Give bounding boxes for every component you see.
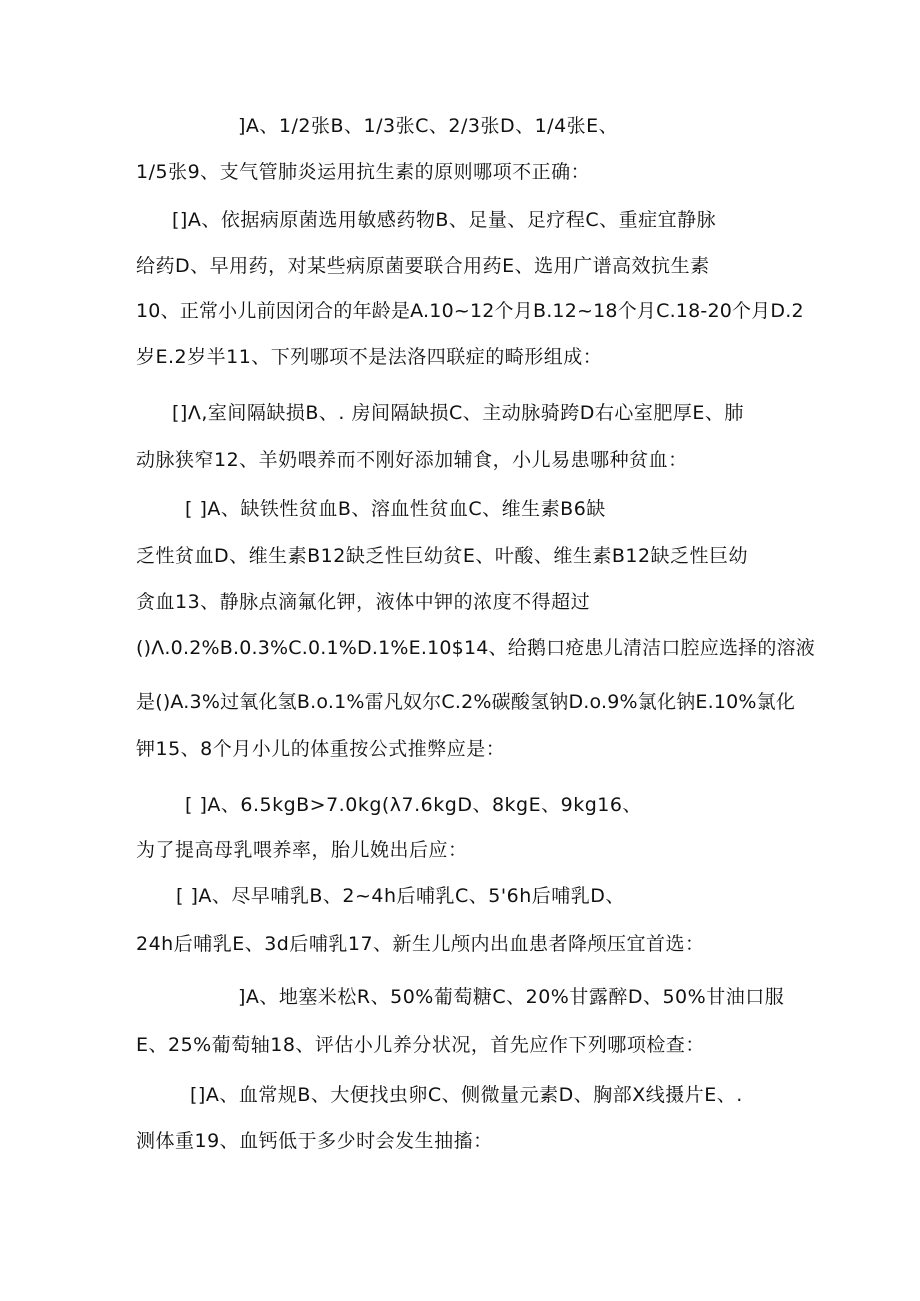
text-line: []Λ,室间隔缺损B、. 房间隔缺损C、主动脉骑跨D右心室肥厚E、肺 [172, 402, 744, 424]
text-line: []A、血常规B、大便找虫卵C、侧微量元素D、胸部X线摄片E、. [190, 1084, 743, 1106]
text-line: 乏性贫血D、维生素B12缺乏性巨幼贫E、叶酸、维生素B12缺乏性巨幼 [136, 545, 749, 567]
text-line: ()Λ.0.2%B.0.3%C.0.1%D.1%E.10$14、给鹅口疮患儿清洁口腔应选择的溶液 [136, 637, 815, 659]
text-line: [ ]A、缺铁性贫血B、溶血性贫血C、维生素B6缺 [185, 498, 606, 520]
text-line: 测体重19、血钙低于多少时会发生抽搐： [136, 1130, 493, 1152]
text-line: [ ]A、6.5kgB>7.0kg(λ7.6kgD、8kgE、9kg16、 [185, 794, 642, 816]
text-line: 24h后哺乳E、3d后哺乳17、新生儿颅内出血患者降颅压宜首选： [136, 933, 705, 955]
text-line: 给药D、早用药，对某些病原菌要联合用药E、选用广谱高效抗生素 [136, 255, 710, 277]
text-line: 动脉狭窄12、羊奶喂养而不刚好添加辅食，小儿易患哪种贫血： [136, 449, 688, 471]
text-line: 贪血13、静脉点滴氟化钾，液体中钾的浓度不得超过 [136, 591, 591, 613]
text-line: 10、正常小儿前因闭合的年龄是A.10~12个月B.12~18个月C.18-20个月D.2 [136, 300, 804, 322]
text-line: []A、依据病原菌选用敏感药物B、足量、足疗程C、重症宜静脉 [172, 209, 717, 231]
text-line: 岁E.2岁半11、下列哪项不是法洛四联症的畸形组成： [136, 346, 603, 368]
text-line: [ ]A、尽早哺乳B、2~4h后哺乳C、5'6h后哺乳D、 [176, 885, 625, 907]
text-line: 1/5张9、支气管肺炎运用抗生素的原则哪项不正确： [136, 161, 591, 183]
text-line: 是()A.3%过氧化氢B.o.1%雷凡奴尔C.2%碳酸氢钠D.o.9%氯化钠E.10%氯化 [136, 691, 796, 713]
text-line: ]A、1/2张B、1/3张C、2/3张D、1/4张E、 [238, 115, 619, 137]
text-line: 为了提高母乳喂养率，胎儿娩出后应： [136, 839, 468, 861]
text-line: ]A、地塞米松R、50%葡萄糖C、20%甘露醉D、50%甘油口服 [238, 986, 785, 1008]
text-line: E、25%葡萄轴18、评估小儿养分状况，首先应作下列哪项检查： [136, 1034, 705, 1056]
text-line: 钾15、8个月小儿的体重按公式推弊应是： [136, 738, 506, 760]
